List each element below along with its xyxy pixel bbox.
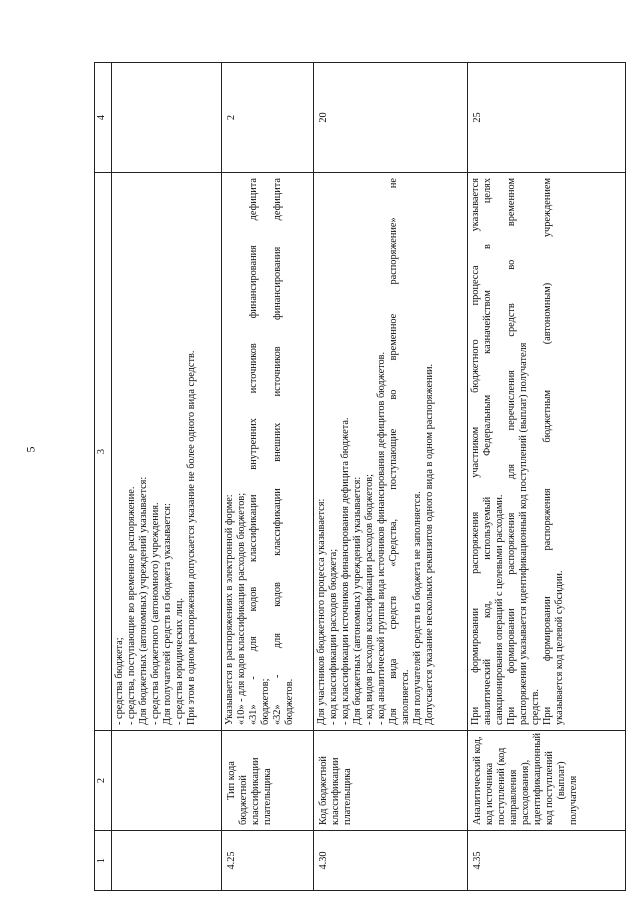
header-cell-4: 4 — [95, 63, 112, 173]
desc-line: - код видов расходов классификации расходов бюджетов; — [364, 473, 376, 725]
desc-line: Для получателей средств из бюджета не заполняется. — [412, 491, 424, 725]
desc-line: Допускается указание нескольких реквизитов одного вида в одном распоряжении. — [424, 363, 436, 725]
row-size: 20 — [314, 63, 468, 173]
desc-line: При этом в одном распоряжении допускается указание не более одного вида средств. — [186, 350, 198, 725]
name-line: поступлений (код — [496, 747, 508, 825]
desc-line: заполняется. — [400, 669, 412, 725]
header-cell-3: 3 — [95, 173, 112, 731]
row-name — [222, 731, 314, 831]
name-line: (выплат) получателя — [556, 761, 580, 825]
row-number: 4.30 — [314, 831, 468, 891]
name-line: Код бюджетной — [318, 756, 329, 825]
row-name — [468, 731, 626, 831]
requisites-table — [94, 62, 626, 891]
desc-line: средств. — [530, 689, 542, 725]
table-header-row — [95, 63, 112, 891]
desc-line: Для участников бюджетного процесса указывается: — [316, 498, 327, 725]
row-description — [112, 173, 222, 731]
name-line: Аналитический код, — [472, 736, 483, 825]
desc-line: бюджетов; — [260, 678, 272, 725]
row-size: 2 — [222, 63, 314, 173]
table-row — [468, 63, 626, 891]
row-description — [468, 173, 626, 731]
row-size: 25 — [468, 63, 626, 173]
desc-line: распоряжении указывается идентификационный код поступлений (выплат) получателя — [518, 342, 530, 725]
name-line: классификации — [250, 757, 262, 825]
table-row — [314, 63, 468, 891]
desc-line: Для получателей средств из бюджета указывается: — [162, 503, 174, 725]
name-line: код источника — [484, 762, 496, 825]
desc-line: «32» - для кодов классификации внешних источников финансирования дефицита — [272, 178, 284, 725]
row-description — [222, 173, 314, 731]
desc-line: санкционирования операций с целевыми расходами. — [494, 494, 506, 725]
desc-line: - средства юридических лиц. — [174, 598, 186, 725]
table-row — [222, 63, 314, 891]
desc-line: указывается код целевой субсидии. — [554, 570, 566, 725]
desc-line: При формировании распоряжения бюджетным (автономным) учреждением — [542, 178, 554, 725]
desc-line: «10» - для кодов классификации расходов бюджетов; — [236, 492, 248, 725]
desc-line: - код аналитической группы вида источников финансирования дефицитов бюджетов. — [376, 351, 388, 725]
row-number: 4.25 — [222, 831, 314, 891]
name-line: направления — [508, 769, 520, 825]
header-cell-2: 2 — [95, 731, 112, 831]
name-line: Тип кода бюджетной — [226, 761, 250, 825]
name-line: классификации — [330, 757, 342, 825]
desc-line: При формировании распоряжения участником бюджетного процесса указывается — [470, 178, 481, 725]
table-row — [112, 63, 222, 891]
desc-line: Для вида средств «Средства, поступающие во временное распоряжение» не — [388, 178, 400, 725]
desc-line: бюджетов. — [284, 678, 296, 725]
desc-line: - средства бюджетного (автономного) учреждения. — [150, 502, 162, 725]
row-name — [112, 731, 222, 831]
rotated-table-frame — [94, 63, 608, 891]
desc-line: Указывается в распоряжениях в электронной форме: — [224, 494, 235, 725]
desc-line: Для бюджетных (автономных) учреждений указывается: — [138, 476, 150, 725]
name-line: идентификационный — [532, 732, 544, 825]
name-line: плательщика — [262, 768, 274, 825]
desc-line: «31» - для кодов классификации внутренних источников финансирования дефицита — [248, 178, 260, 725]
desc-line: аналитический код, используемый Федеральным казначейством в целях — [482, 178, 494, 725]
row-size — [112, 63, 222, 173]
desc-line: - код классификации источников финансирования дефицита бюджета. — [340, 417, 352, 725]
desc-line: Для бюджетных (автономных) учреждений указывается: — [352, 476, 364, 725]
row-name — [314, 731, 468, 831]
desc-line: - код классификации расходов бюджета; — [328, 548, 340, 725]
name-line: код поступлений — [544, 751, 556, 825]
desc-line: - средства, поступающие во временное распоряжение. — [126, 486, 138, 725]
desc-line: При формировании распоряжения для перечисления средств во временном — [506, 178, 518, 725]
row-number — [112, 831, 222, 891]
desc-line: - средства бюджета; — [114, 637, 125, 725]
row-number: 4.35 — [468, 831, 626, 891]
header-cell-1: 1 — [95, 831, 112, 891]
row-description — [314, 173, 468, 731]
name-line: плательщика — [342, 768, 354, 825]
page-number: 5 — [23, 446, 38, 453]
name-line: расходования), — [520, 759, 532, 825]
